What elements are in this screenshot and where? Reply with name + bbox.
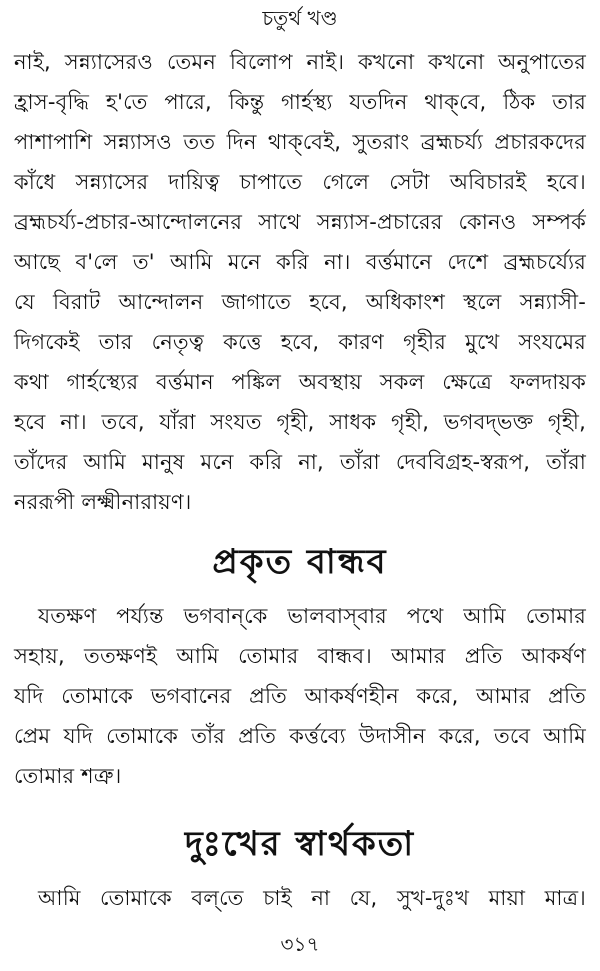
text-line: প্রেম যদি তোমাকে তাঁর প্রতি কর্ত্তব্যে উদাসীন করে, তবে আমি: [14, 724, 586, 748]
text-line: হ্রাস-বৃদ্ধি হ'তে পারে, কিন্তু গার্হস্থ্য যতদিন থাক্‌বে, ঠিক তার: [14, 90, 586, 114]
text-line: আছে ব'লে ত' আমি মনে করি না। বর্ত্তমানে দেশে ব্রহ্মচর্য্যের: [14, 250, 586, 274]
text-line: যে বিরাট আন্দোলন জাগাতে হবে, অধিকাংশ স্থলে সন্ন্যাসী-: [14, 290, 586, 314]
page-number: ৩১৭: [280, 932, 320, 956]
text-line: ব্রহ্মচর্য্য-প্রচার-আন্দোলনের সাথে সন্ন্যাস-প্রচারের কোনও সম্পর্ক: [14, 210, 586, 234]
section-heading-dukhher-swarthakata: দুঃখের স্বার্থকতা: [184, 824, 416, 864]
section-heading-prakrita-bandhab: প্রকৃত বান্ধব: [212, 542, 388, 582]
text-line: কথা গার্হস্থ্যের বর্ত্তমান পঙ্কিল অবস্থায় সকল ক্ষেত্রে ফলদায়ক: [14, 370, 586, 394]
text-line: যতক্ষণ পর্য্যন্ত ভগবান্‌কে ভালবাস্‌বার পথে আমি তোমার: [38, 604, 586, 628]
paragraph-bandhab: [14, 596, 586, 796]
paragraph-dukh: [14, 878, 586, 918]
running-header: চতুর্থ খণ্ড: [262, 6, 338, 30]
text-line: তাঁদের আমি মানুষ মনে করি না, তাঁরা দেববিগ্রহ-স্বরূপ, তাঁরা: [14, 450, 586, 474]
text-line: দিগকেই তার নেতৃত্ব কত্তে হবে, কারণ গৃহীর মুখে সংযমের: [14, 330, 586, 354]
text-line: কাঁধে সন্ন্যাসের দায়িত্ব চাপাতে গেলে সেটা অবিচারই হবে।: [14, 170, 586, 194]
text-line: আমি তোমাকে বল্‌তে চাই না যে, সুখ-দুঃখ মায়া মাত্র।: [38, 886, 586, 910]
text-line: সহায়, ততক্ষণই আমি তোমার বান্ধব। আমার প্রতি আকর্ষণ: [14, 644, 586, 668]
text-line: তোমার শত্রু।: [14, 764, 122, 788]
text-line: যদি তোমাকে ভগবানের প্রতি আকর্ষণহীন করে, আমার প্রতি: [14, 684, 586, 708]
text-line: নররূপী লক্ষ্মীনারায়ণ।: [14, 490, 192, 514]
paragraph-sannyas: [14, 42, 586, 522]
text-line: হবে না। তবে, যাঁরা সংযত গৃহী, সাধক গৃহী, ভগবদ্‌ভক্ত গৃহী,: [14, 410, 586, 434]
text-line: পাশাপাশি সন্ন্যাসও তত দিন থাক্‌বেই, সুতরাং ব্রহ্মচর্য্য প্রচারকদের: [14, 130, 586, 154]
text-line: নাই, সন্ন্যাসেরও তেমন বিলোপ নাই। কখনো কখনো অনুপাতের: [14, 50, 586, 74]
